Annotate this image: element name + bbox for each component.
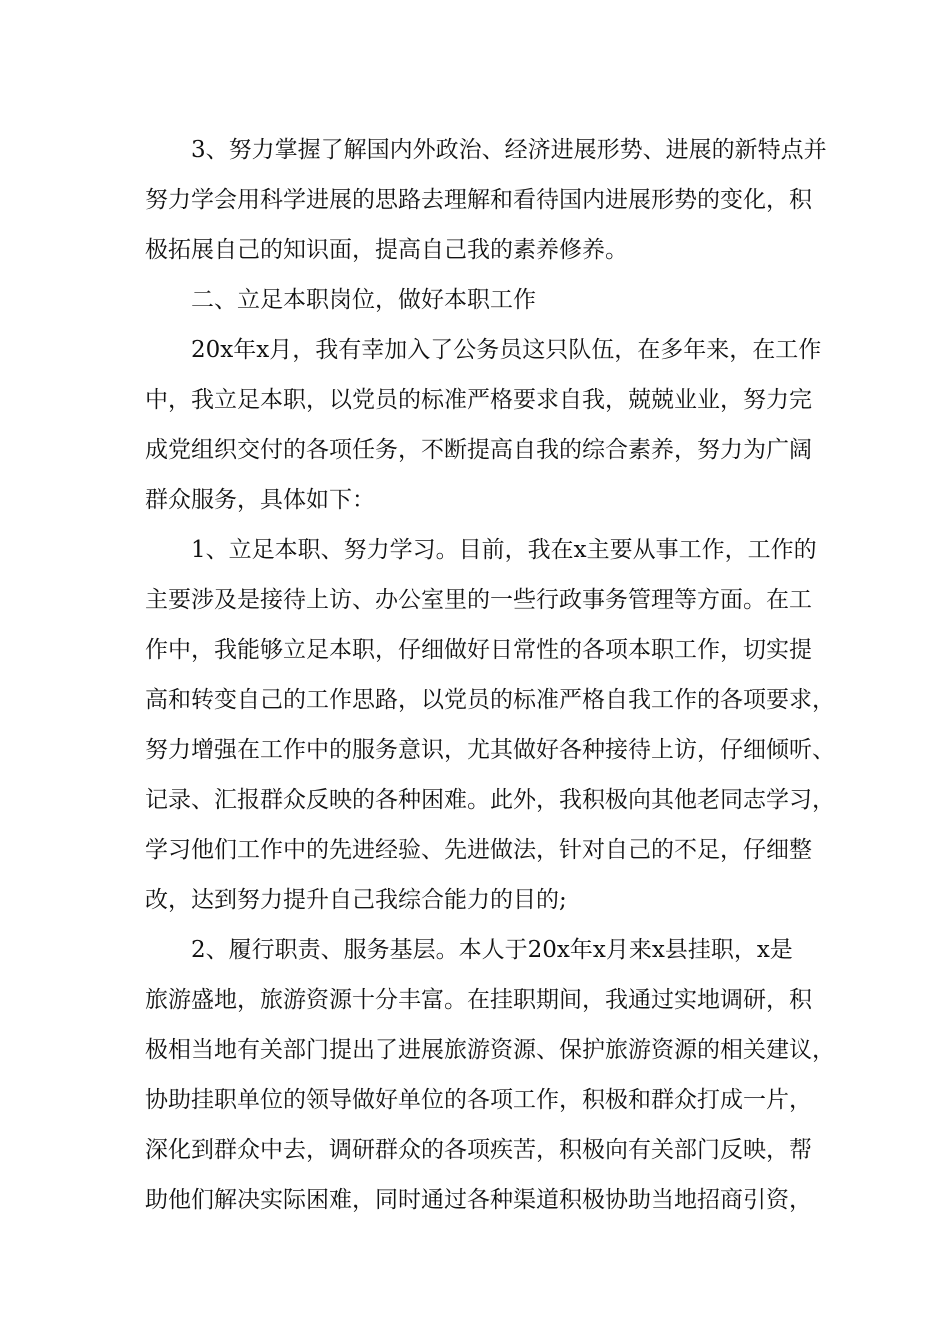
item-1-line-7: 学习他们工作中的先进经验、先进做法，针对自己的不足，仔细整: [145, 837, 812, 863]
paragraph-3-line-1: 3、努力掌握了解国内外政治、经济进展形势、进展的新特点并: [191, 137, 827, 163]
item-1-line-2: 主要涉及是接待上访、办公室里的一些行政事务管理等方面。在工: [145, 587, 812, 613]
item-1-line-8: 改，达到努力提升自己我综合能力的目的;: [145, 887, 567, 913]
item-2-line-5: 深化到群众中去，调研群众的各项疾苦，积极向有关部门反映，帮: [145, 1137, 812, 1163]
item-2-line-6: 助他们解决实际困难，同时通过各种渠道积极协助当地招商引资，: [145, 1187, 812, 1213]
item-1-line-6: 记录、汇报群众反映的各种困难。此外，我积极向其他老同志学习，: [145, 787, 835, 813]
intro-paragraph-line-1: 20x年x月，我有幸加入了公务员这只队伍，在多年来，在工作: [191, 337, 822, 363]
intro-paragraph-line-2: 中，我立足本职，以党员的标准严格要求自我，兢兢业业，努力完: [145, 387, 812, 413]
item-1-line-1: 1、立足本职、努力学习。目前，我在x主要从事工作，工作的: [191, 537, 817, 563]
item-1-line-4: 高和转变自己的工作思路，以党员的标准严格自我工作的各项要求，: [145, 687, 835, 713]
intro-paragraph-line-3: 成党组织交付的各项任务，不断提高自我的综合素养，努力为广阔: [145, 437, 812, 463]
item-2-line-1: 2、履行职责、服务基层。本人于20x年x月来x县挂职，x是: [191, 937, 793, 963]
item-2-line-3: 极相当地有关部门提出了进展旅游资源、保护旅游资源的相关建议，: [145, 1037, 835, 1063]
intro-paragraph-line-4: 群众服务，具体如下：: [145, 487, 375, 513]
item-1-line-5: 努力增强在工作中的服务意识，尤其做好各种接待上访，仔细倾听、: [145, 737, 835, 763]
section-heading: 二、立足本职岗位，做好本职工作: [191, 287, 536, 313]
paragraph-3-line-2: 努力学会用科学进展的思路去理解和看待国内进展形势的变化，积: [145, 187, 812, 213]
item-2-line-4: 协助挂职单位的领导做好单位的各项工作，积极和群众打成一片，: [145, 1087, 812, 1113]
item-1-line-3: 作中，我能够立足本职，仔细做好日常性的各项本职工作，切实提: [145, 637, 812, 663]
paragraph-3-line-3: 极拓展自己的知识面，提高自己我的素养修养。: [145, 237, 628, 263]
item-2-line-2: 旅游盛地，旅游资源十分丰富。在挂职期间，我通过实地调研，积: [145, 987, 812, 1013]
